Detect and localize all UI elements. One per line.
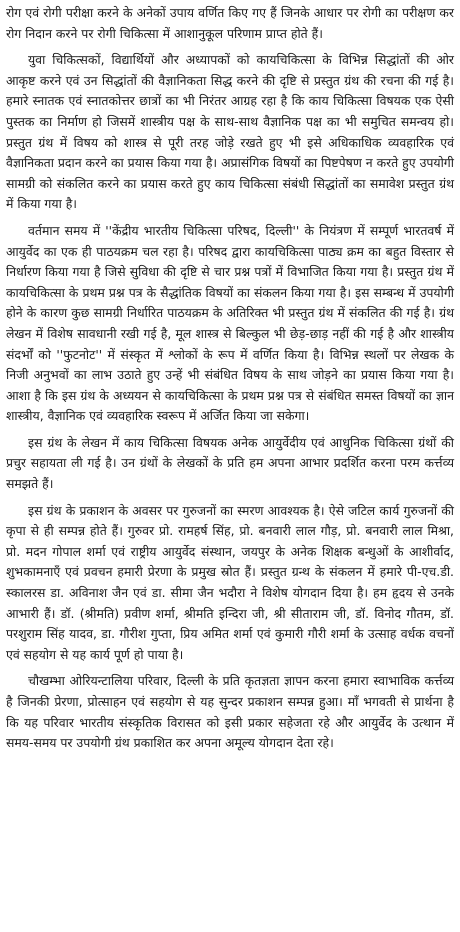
paragraph-syllabus: वर्तमान समय में ''केंद्रीय भारतीय चिकित्सा परिषद, दिल्ली'' के नियंत्रण में सम्पूर्ण भारतवर्ष में आयुर्वेद का एक ही पाठयक्रम चल रहा है। परिषद द्वारा कायचिकित्सा पाठ्य क्रम का बहुत विस्तार से निर्धारण किया गया है जिसे सुविधा की दृष्टि से चार प्रश्न पत्रों में विभाजित किया गया है। प्रस्तुत ग्रंथ में कायचिकित्सा के प्रथम प्रश्न पत्र के सैद्धांतिक विषयों का संकलन किया गया है। इस सम्बन्ध में उपयोगी होने के कारण कुछ सामग्री निर्धारित पाठयक्रम के अतिरिक्त भी प्रस्तुत ग्रंथ में संकलित की गई है। ग्रंथ लेखन में विशेष सावधानी रखी गई है, मूल शास्त्र से बिल्कुल भी छेड़-छाड़ नहीं की गई है और शास्त्रीय संदर्भों को ''फुटनोट'' में संस्कृत में श्लोकों के रूप में वर्णित किया है। विभिन्न स्थलों पर लेखक के निजी अनुभवों का लाभ उठाते हुए उन्हें भी संबंधित विषय के साथ जोड़ने का प्रयास किया गया है। आशा है कि इस ग्रंथ के अध्ययन से कायचिकित्सा के प्रथम प्रश्न पत्र से संबंधित समस्त विषयों का ज्ञान शास्त्रीय, वैज्ञानिक एवं व्यवहारिक स्वरूप में अर्जित किया जा सकेगा। — [6, 222, 454, 424]
paragraph-publisher-thanks: चौखम्भा ओरियन्टालिया परिवार, दिल्ली के प्रति कृतज्ञता ज्ञापन करना हमारा स्वाभाविक कर्त्तव्य है जिनकी प्रेरणा, प्रोत्साहन एवं सहयोग से यह सुन्दर प्रकाशन सम्पन्न हुआ। माँ भगवती से प्रार्थना है कि यह परिवार भारतीय संस्कृतिक विरासत को इसी प्रकार सहेजता रहे और आयुर्वेद के उत्थान में समय-समय पर उपयोगी ग्रंथ प्रकाशित कर अपना अमूल्य योगदान देता रहे। — [6, 673, 454, 751]
paragraph-diagnosis-methods: रोग एवं रोगी परीक्षा करने के अनेकों उपाय वर्णित किए गए हैं जिनके आधार पर रोगी का परीक्षण कर रोग निदान करने पर रोगी चिकित्सा में आशानुकूल परिणाम प्राप्त होते हैं। — [6, 5, 454, 41]
paragraph-acknowledgements: इस ग्रंथ के प्रकाशन के अवसर पर गुरुजनों का स्मरण आवश्यक है। ऐसे जटिल कार्य गुरुजनों की कृपा से ही सम्पन्न होते हैं। गुरुवर प्रो. रामहर्ष सिंह, प्रो. बनवारी लाल गौड़, प्रो. बनवारी लाल मिश्रा, प्रो. मदन गोपाल शर्मा एवं राष्ट्रीय आयुर्वेद संस्थान, जयपुर के अनेक शिक्षक बन्धुओं के आशीर्वाद, शुभकामनाएँ एवं प्रवचन हमारी प्रेरणा के प्रमुख स्रोत हैं। प्रस्तुत ग्रन्थ के संकलन में हमारे पी-एच.डी. स्कालरस डा. अविनाश जैन एवं डा. सीमा जैन भदौरा ने विशेष योगदान दिया है। हम हृदय से उनके आभारी हैं। डॉ. (श्रीमति) प्रवीण शर्मा, श्रीमति इन्दिरा जी, श्री सीताराम जी, डॉ. विनोद गौतम, डॉ. परशुराम सिंह यादव, डा. गौरीश गुप्ता, प्रिय अमित शर्मा एवं कुमारी गौरी शर्मा के उत्साह वर्धक वचनों एवं सहयोग से यह कार्य पूर्ण हो पाया है। — [6, 502, 454, 662]
paragraph-book-purpose: युवा चिकित्सकों, विद्यार्थियों और अध्यापकों को कायचिकित्सा के विभिन्न सिद्धांतों की ओर आकृष्ट करने एवं उन सिद्धांतों की वैज्ञानिकता सिद्ध करने की दृष्टि से प्रस्तुत ग्रंथ की रचना की गई है। हमारे स्नातक एवं स्नातकोत्तर छात्रों का भी निरंतर आग्रह रहा है कि काय चिकित्सा विषयक एक ऐसी पुस्तक का निर्माण हो जिसमें शास्त्रीय पक्ष के साथ-साथ वैज्ञानिक पक्ष का भी समुचित समन्वय हो। प्रस्तुत ग्रंथ में विषय को शास्त्र से पूरी तरह जोड़े रखते हुए भी इसे अधिकाधिक व्यवहारिक एवं वैज्ञानिकता प्रदान करने का प्रयास किया गया है। अप्रासंगिक विषयों का पिष्टपेषण न करते हुए उपयोगी सामग्री को संकलित करने का प्रयास करते हुए काय चिकित्सा संबंधी सिद्धांतों का समावेश प्रस्तुत ग्रंथ में किया गया है। — [6, 52, 454, 212]
paragraph-references: इस ग्रंथ के लेखन में काय चिकित्सा विषयक अनेक आयुर्वेदीय एवं आधुनिक चिकित्सा ग्रंथों की प्रचुर सहायता ली गई है। उन ग्रंथों के लेखकों के प्रति हम अपना आभार प्रदर्शित करना परम कर्त्तव्य समझते हैं। — [6, 434, 454, 492]
